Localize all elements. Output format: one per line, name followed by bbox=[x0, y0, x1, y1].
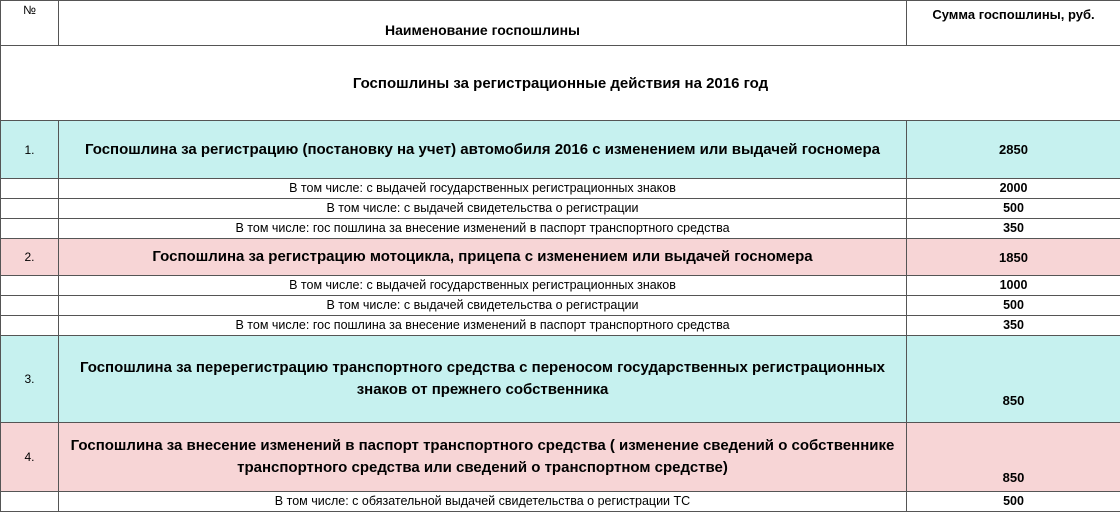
sub-sum: 500 bbox=[907, 199, 1120, 219]
row-name: Госпошлина за регистрацию (постановку на учет) автомобиля 2016 с изменением или выдачей госномера bbox=[59, 121, 907, 179]
row-name: Госпошлина за внесение изменений в паспорт транспортного средства ( изменение сведений о собственнике транспортного средства или сведений о транспортном средстве) bbox=[59, 423, 907, 492]
sub-sum: 500 bbox=[907, 296, 1120, 316]
sub-sum: 1000 bbox=[907, 276, 1120, 296]
header-num: № bbox=[1, 1, 59, 46]
sub-name: В том числе: с выдачей свидетельства о регистрации bbox=[59, 199, 907, 219]
row-num: 3. bbox=[1, 336, 59, 423]
sub-num bbox=[1, 219, 59, 239]
sub-name: В том числе: с выдачей свидетельства о регистрации bbox=[59, 296, 907, 316]
sub-num bbox=[1, 296, 59, 316]
sub-num bbox=[1, 276, 59, 296]
row-sum: 850 bbox=[907, 336, 1120, 423]
row-num: 4. bbox=[1, 423, 59, 492]
table-row bbox=[1, 336, 1120, 423]
sub-row bbox=[1, 199, 1120, 219]
row-sum: 2850 bbox=[907, 121, 1120, 179]
sub-num bbox=[1, 492, 59, 512]
sub-row bbox=[1, 276, 1120, 296]
sub-row bbox=[1, 492, 1120, 512]
header-sum: Сумма госпошлины, руб. bbox=[907, 1, 1120, 46]
table-row bbox=[1, 239, 1120, 276]
sub-row bbox=[1, 316, 1120, 336]
row-name: Госпошлина за перерегистрацию транспортного средства с переносом государственных регистрационных знаков от прежнего собственника bbox=[59, 336, 907, 423]
sub-name: В том числе: с выдачей государственных регистрационных знаков bbox=[59, 276, 907, 296]
section-title: Госпошлины за регистрационные действия на 2016 год bbox=[1, 46, 1120, 121]
sub-row bbox=[1, 296, 1120, 316]
table-row bbox=[1, 121, 1120, 179]
sub-sum: 500 bbox=[907, 492, 1120, 512]
sub-num bbox=[1, 316, 59, 336]
sub-num bbox=[1, 199, 59, 219]
sub-name: В том числе: гос пошлина за внесение изменений в паспорт транспортного средства bbox=[59, 316, 907, 336]
row-sum: 850 bbox=[907, 423, 1120, 492]
row-name: Госпошлина за регистрацию мотоцикла, прицепа с изменением или выдачей госномера bbox=[59, 239, 907, 276]
sub-sum: 2000 bbox=[907, 179, 1120, 199]
sub-sum: 350 bbox=[907, 219, 1120, 239]
sub-row bbox=[1, 179, 1120, 199]
sub-num bbox=[1, 179, 59, 199]
sub-sum: 350 bbox=[907, 316, 1120, 336]
sub-name: В том числе: с выдачей государственных регистрационных знаков bbox=[59, 179, 907, 199]
table-row bbox=[1, 423, 1120, 492]
header-row bbox=[1, 1, 1120, 46]
header-name: Наименование госпошлины bbox=[59, 1, 907, 46]
section-row bbox=[1, 46, 1120, 121]
sub-name: В том числе: гос пошлина за внесение изменений в паспорт транспортного средства bbox=[59, 219, 907, 239]
sub-row bbox=[1, 219, 1120, 239]
row-sum: 1850 bbox=[907, 239, 1120, 276]
row-num: 1. bbox=[1, 121, 59, 179]
sub-name: В том числе: с обязательной выдачей свидетельства о регистрации ТС bbox=[59, 492, 907, 512]
row-num: 2. bbox=[1, 239, 59, 276]
